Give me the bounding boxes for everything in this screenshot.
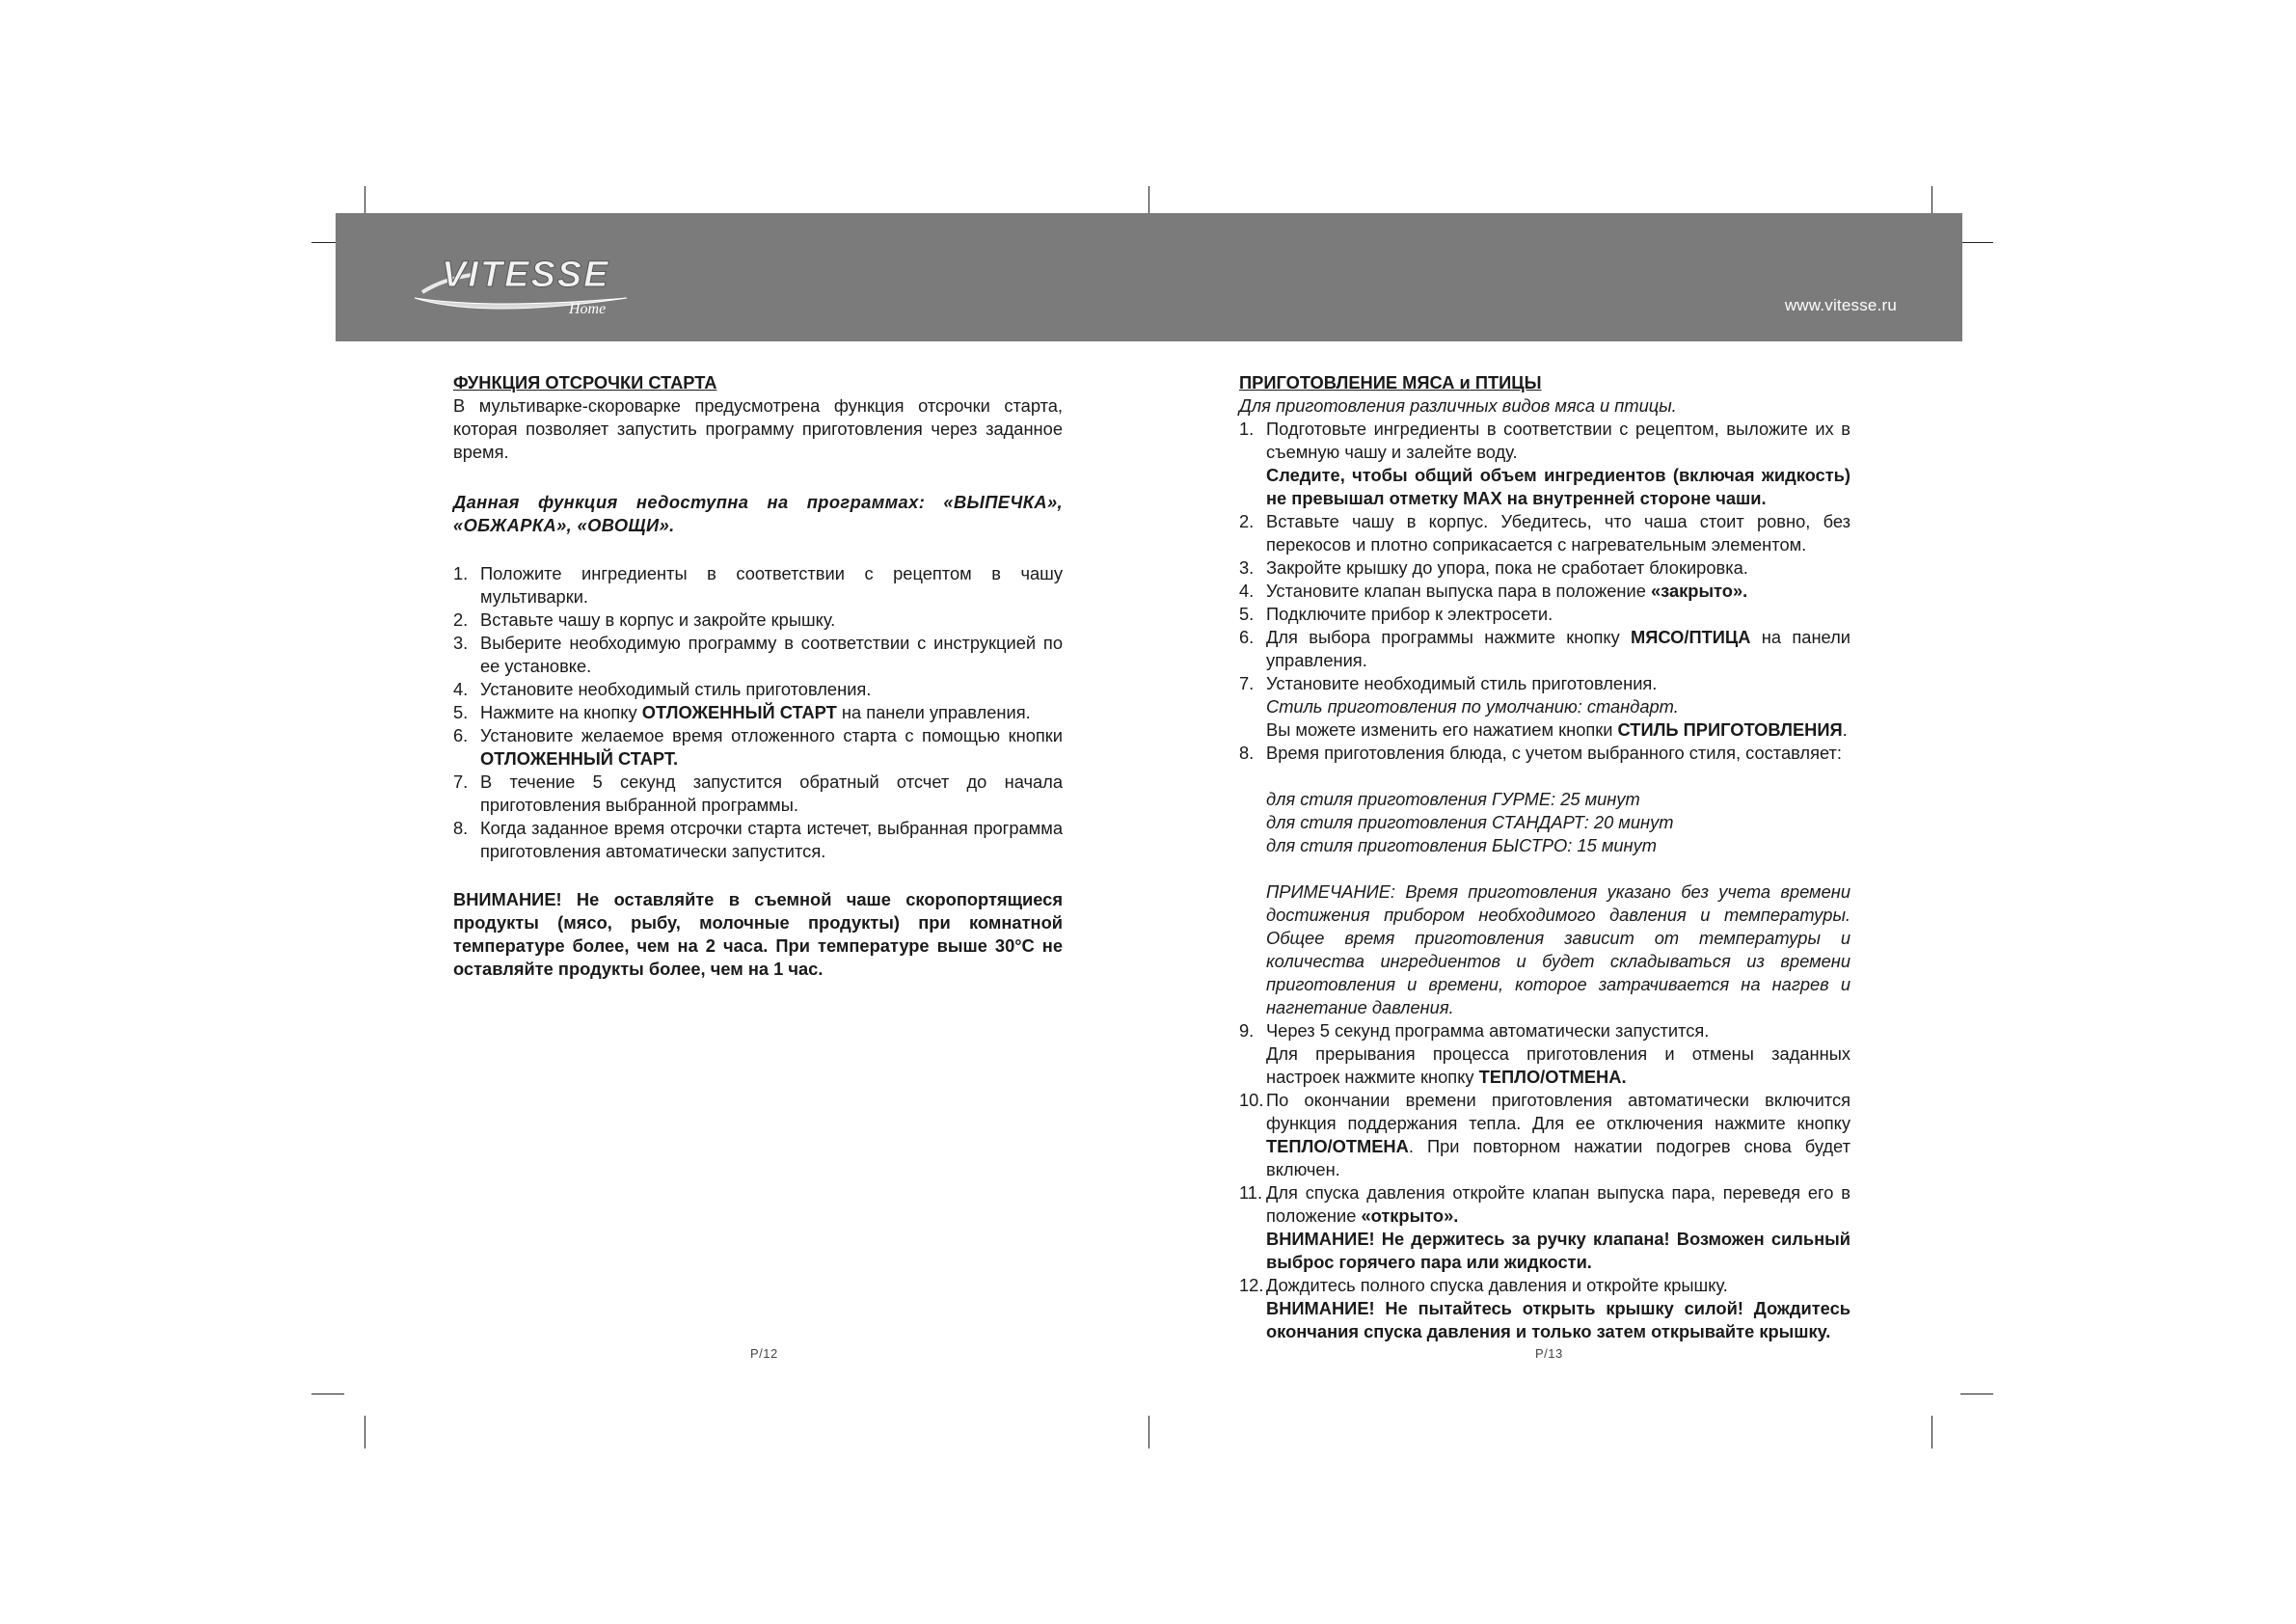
website-url[interactable]: www.vitesse.ru [1784,296,1897,314]
vitesse-logo [405,250,656,317]
crop-mark [1148,1416,1149,1448]
unavailable-note: Данная функция недоступна на программах: «ВЫПЕЧКА», «ОБЖАРКА», «ОВОЩИ». [453,492,1063,535]
time-standard: для стиля приготовления СТАНДАРТ: 20 минут [1266,812,1674,832]
delayed-start-intro: В мультиварке-скороварке предусмотрена функция отсрочки старта, которая позволяет запустить программу приготовления через заданное время. [453,395,1063,462]
time-gourmet: для стиля приготовления ГУРМЕ: 25 минут [1266,789,1640,809]
list-item: 6. Для выбора программы нажмите кнопку МЯСО/ПТИЦА на панели управления. [1239,627,1850,670]
crop-mark [1960,242,1993,243]
list-item: 10. По окончании времени приготовления автоматически включится функция поддержания тепла. Для ее отключения нажмите кнопку ТЕПЛО/ОТМЕНА. При повторном нажатии подогрев снова будет включен. [1239,1090,1850,1179]
list-item: 5. Нажмите на кнопку ОТЛОЖЕННЫЙ СТАРТ на панели управления. [453,702,1031,722]
list-item: 3. Выберите необходимую программу в соответствии с инструкцией по ее установке. [453,633,1063,676]
delayed-start-title: ФУНКЦИЯ ОТСРОЧКИ СТАРТА [453,372,717,392]
list-item: 5. Подключите прибор к электросети. [1239,604,1553,624]
meat-poultry-intro: Для приготовления различных видов мяса и птицы. [1239,395,1677,416]
list-item: 2. Вставьте чашу в корпус и закройте крышку. [453,609,836,630]
list-item: 6. Установите желаемое время отложенного старта с помощью кнопки ОТЛОЖЕННЫЙ СТАРТ. [453,725,1063,769]
left-page-column [453,371,1063,981]
list-item: 4. Установите клапан выпуска пара в положение «закрыто». [1239,581,1748,601]
time-fast: для стиля приготовления БЫСТРО: 15 минут [1266,835,1657,855]
list-item: 4. Установите необходимый стиль приготовления. [453,679,872,699]
list-item: 2. Вставьте чашу в корпус. Убедитесь, что чаша стоит ровно, без перекосов и плотно соприкасается с нагревательным элементом. [1239,511,1850,555]
meat-poultry-steps [1239,418,1850,1343]
delayed-start-steps [453,562,1063,863]
brand-text: VITESSE [442,255,610,295]
list-item: 1. Подготовьте ингредиенты в соответствии с рецептом, выложите их в съемную чашу и залейте воду. Следите, чтобы общий объем ингредиентов (включая жидкость) не превышал отметку MAX на внутренней стороне чаши. [1239,419,1850,508]
list-item: 8. Время приготовления блюда, с учетом выбранного стиля, составляет: для стиля приготовления ГУРМЕ: 25 минут для стиля приготовления СТАНДАРТ: 20 минут для стиля приготовления БЫСТРО: 15 минут ПРИМЕЧАНИЕ: Время приготовления указано без учета времени достижения прибором необходимого давления и температуры. Общее время приготовления зависит от температуры и количества ингредиентов и будет складываться из времени приготовления и времени, которое затрачивается на нагрев и нагнетание давления. [1239,743,1850,1017]
list-item: 7. В течение 5 секунд запустится обратный отсчет до начала приготовления выбранной программы. [453,771,1063,815]
page-number-left: P/12 [750,1346,778,1361]
header-band [336,213,1962,341]
cooking-time-note: ПРИМЕЧАНИЕ: Время приготовления указано без учета времени достижения прибором необходимого давления и температуры. Общее время приготовления зависит от температуры и количества ингредиентов и будет складываться из времени приготовления и времени, которое затрачивается на нагрев и нагнетание давления. [1266,881,1850,1017]
list-item: 11. Для спуска давления откройте клапан выпуска пара, переведя его в положение «открыто». ВНИМАНИЕ! Не держитесь за ручку клапана! Возможен сильный выброс горячего пара или жидкости. [1239,1182,1850,1272]
meat-poultry-title: ПРИГОТОВЛЕНИЕ МЯСА и ПТИЦЫ [1239,372,1542,392]
list-item: 9. Через 5 секунд программа автоматически запустится. Для прерывания процесса приготовления и отмены заданных настроек нажмите кнопку ТЕПЛО/ОТМЕНА. [1239,1020,1850,1087]
storage-warning: ВНИМАНИЕ! Не оставляйте в съемной чаше скоропортящиеся продукты (мясо, рыбу, молочные продукты) при комнатной температуре более, чем на 2 часа. При температуре выше 30°С не оставляйте продукты более, чем на 1 час. [453,889,1063,979]
list-item: 12. Дождитесь полного спуска давления и откройте крышку. ВНИМАНИЕ! Не пытайтесь открыть крышку силой! Дождитесь окончания спуска давления и только затем открывайте крышку. [1239,1275,1850,1341]
brand-sub-text: Home [569,301,607,317]
list-item: 1. Положите ингредиенты в соответствии с рецептом в чашу мультиварки. [453,563,1063,607]
page-number-right: P/13 [1535,1346,1563,1361]
right-page-column [1239,371,1850,1343]
crop-mark [1931,1416,1932,1448]
list-item: 8. Когда заданное время отсрочки старта истечет, выбранная программа приготовления автоматически запустится. [453,818,1063,861]
list-item: 7. Установите необходимый стиль приготовления. Стиль приготовления по умолчанию: стандарт. Вы можете изменить его нажатием кнопки СТИЛЬ ПРИГОТОВЛЕНИЯ. [1239,673,1848,740]
list-item: 3. Закройте крышку до упора, пока не сработает блокировка. [1239,557,1748,578]
